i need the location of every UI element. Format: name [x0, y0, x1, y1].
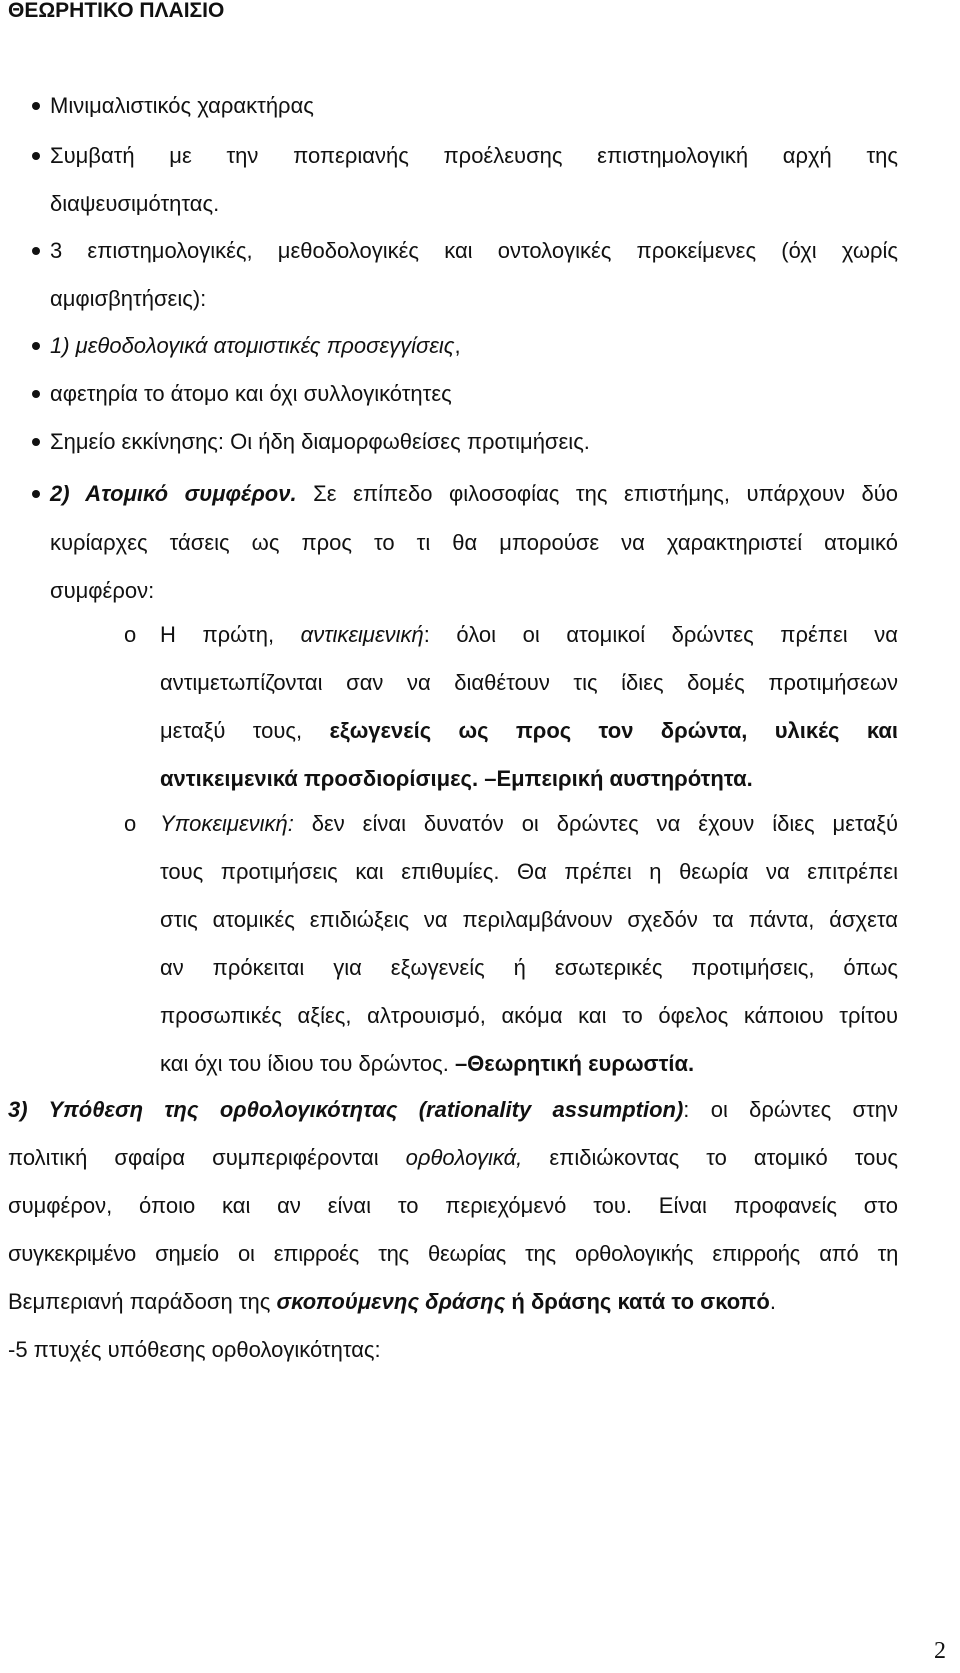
objective-line1-c: : όλοι οι ατομικοί δρώντες πρέπει να [423, 622, 898, 647]
page-title: ΘΕΩΡΗΤΙΚΟ ΠΛΑΙΣΙΟ [8, 0, 225, 22]
objective-line1-a: Η πρώτη, [160, 622, 301, 647]
bullet-popperian-line2: διαψευσιμότητας. [50, 191, 220, 216]
page-number: 2 [934, 1638, 946, 1664]
rationality-line2-a: πολιτική σφαίρα συμπεριφέρονται [8, 1145, 406, 1170]
objective-line3-a: μεταξύ τους, [160, 718, 330, 743]
objective-line3 [160, 716, 898, 746]
objective-line3-bold: εξωγενείς ως προς τον δρώντα, υλικές και [329, 718, 898, 743]
methodological-individualism-emph: 1) μεθοδολογικά ατομιστικές προσεγγίσεις [50, 333, 455, 358]
rationality-line1 [8, 1095, 898, 1125]
objective-line4-bold-a: αντικειμενικά προσδιορίσιμες. [160, 766, 485, 791]
subjective-line4: αν πρόκειται για εξωγενείς ή εσωτερικές προτιμήσεις, όπως [160, 955, 898, 980]
subitem-marker: o [124, 622, 137, 647]
bullet-marker [32, 390, 40, 398]
self-interest-heading: 2) Ατομικό συμφέρον. [50, 481, 297, 506]
subjective-line6-a: και όχι του ίδιου του δρώντος. [160, 1051, 455, 1076]
bullet-self-interest-line2: κυρίαρχες τάσεις ως προς το τι θα μπορούσε να χαρακτηριστεί ατομικό [50, 530, 898, 555]
bullet-marker [32, 152, 40, 160]
rationality-line5-period: . [769, 1289, 776, 1314]
subjective-line5: προσωπικές αξίες, αλτρουισμό, ακόμα και το όφελος κάποιου τρίτου [160, 1003, 898, 1028]
subjective-line1 [160, 809, 898, 839]
objective-line2: αντιμετωπίζονται σαν να διαθέτουν τις ίδιες δομές προτιμήσεων [160, 670, 898, 695]
objective-term: αντικειμενική [300, 622, 424, 647]
bullet-popperian-line1: Συμβατή με την ποπεριανής προέλευσης επιστημολογική αρχή της [50, 143, 898, 168]
action-toward-goal: ή δράσης κατά το σκοπό [505, 1289, 770, 1314]
rationality-line5-a: Βεμπεριανή παράδοση της [8, 1289, 277, 1314]
self-interest-line1-rest: Σε επίπεδο φιλοσοφίας της επιστήμης, υπάρχουν δύο [296, 481, 898, 506]
bullet-marker [32, 247, 40, 255]
rationality-line2 [8, 1143, 898, 1173]
bullet-preferences: Σημείο εκκίνησης: Οι ήδη διαμορφωθείσες προτιμήσεις. [50, 429, 590, 454]
rationality-heading: 3) Υπόθεση της ορθολογικότητας (rationality assumption) [8, 1097, 684, 1122]
bullet-marker [32, 490, 40, 498]
rationally-term: ορθολογικά, [405, 1145, 523, 1170]
bullet-premises-line1: 3 επιστημολογικές, μεθοδολογικές και οντολογικές προκείμενες (όχι χωρίς [50, 238, 898, 263]
purposive-action: σκοπούμενης δράσης [276, 1289, 506, 1314]
bullet-marker [32, 438, 40, 446]
empirical-rigor: –Εμπειρική αυστηρότητα. [484, 766, 753, 791]
rationality-line3: συμφέρον, όποιο και αν είναι το περιεχόμενό του. Είναι προφανείς στο [8, 1193, 898, 1218]
bullet-self-interest-line3: συμφέρον: [50, 578, 155, 603]
rationality-line5 [8, 1287, 776, 1317]
objective-line4 [160, 764, 753, 794]
bullet-starting-point-individual: αφετηρία το άτομο και όχι συλλογικότητες [50, 381, 452, 406]
rationality-line1-rest: : οι δρώντες στην [683, 1097, 898, 1122]
subjective-line1-b: δεν είναι δυνατόν οι δρώντες να έχουν ίδιες μεταξύ [293, 811, 898, 836]
methodological-individualism-comma: , [454, 333, 461, 358]
subjective-line3: στις ατομικές επιδιώξεις να περιλαμβάνουν σχεδόν τα πάντα, άσχετα [160, 907, 898, 932]
subjective-term: Υποκειμενική: [160, 811, 294, 836]
bullet-self-interest-line1 [50, 479, 898, 509]
bullet-minimalist: Μινιμαλιστικός χαρακτήρας [50, 93, 314, 118]
bullet-marker [32, 342, 40, 350]
theoretical-robustness: –Θεωρητική ευρωστία. [454, 1051, 695, 1076]
objective-line1 [160, 620, 898, 650]
bullet-marker [32, 102, 40, 110]
subjective-line6 [160, 1049, 694, 1079]
rationality-aspects: -5 πτυχές υπόθεσης ορθολογικότητας: [8, 1337, 381, 1362]
rationality-line4: συγκεκριμένο σημείο οι επιρροές της θεωρίας της ορθολογικής επιρροής από τη [8, 1241, 898, 1266]
subitem-marker: o [124, 811, 137, 836]
subjective-line2: τους προτιμήσεις και επιθυμίες. Θα πρέπει η θεωρία να επιτρέπει [160, 859, 898, 884]
bullet-premises-line2: αμφισβητήσεις): [50, 286, 207, 311]
bullet-methodological-individualism [50, 331, 461, 361]
rationality-line2-c: επιδιώκοντας το ατομικό τους [522, 1145, 899, 1170]
